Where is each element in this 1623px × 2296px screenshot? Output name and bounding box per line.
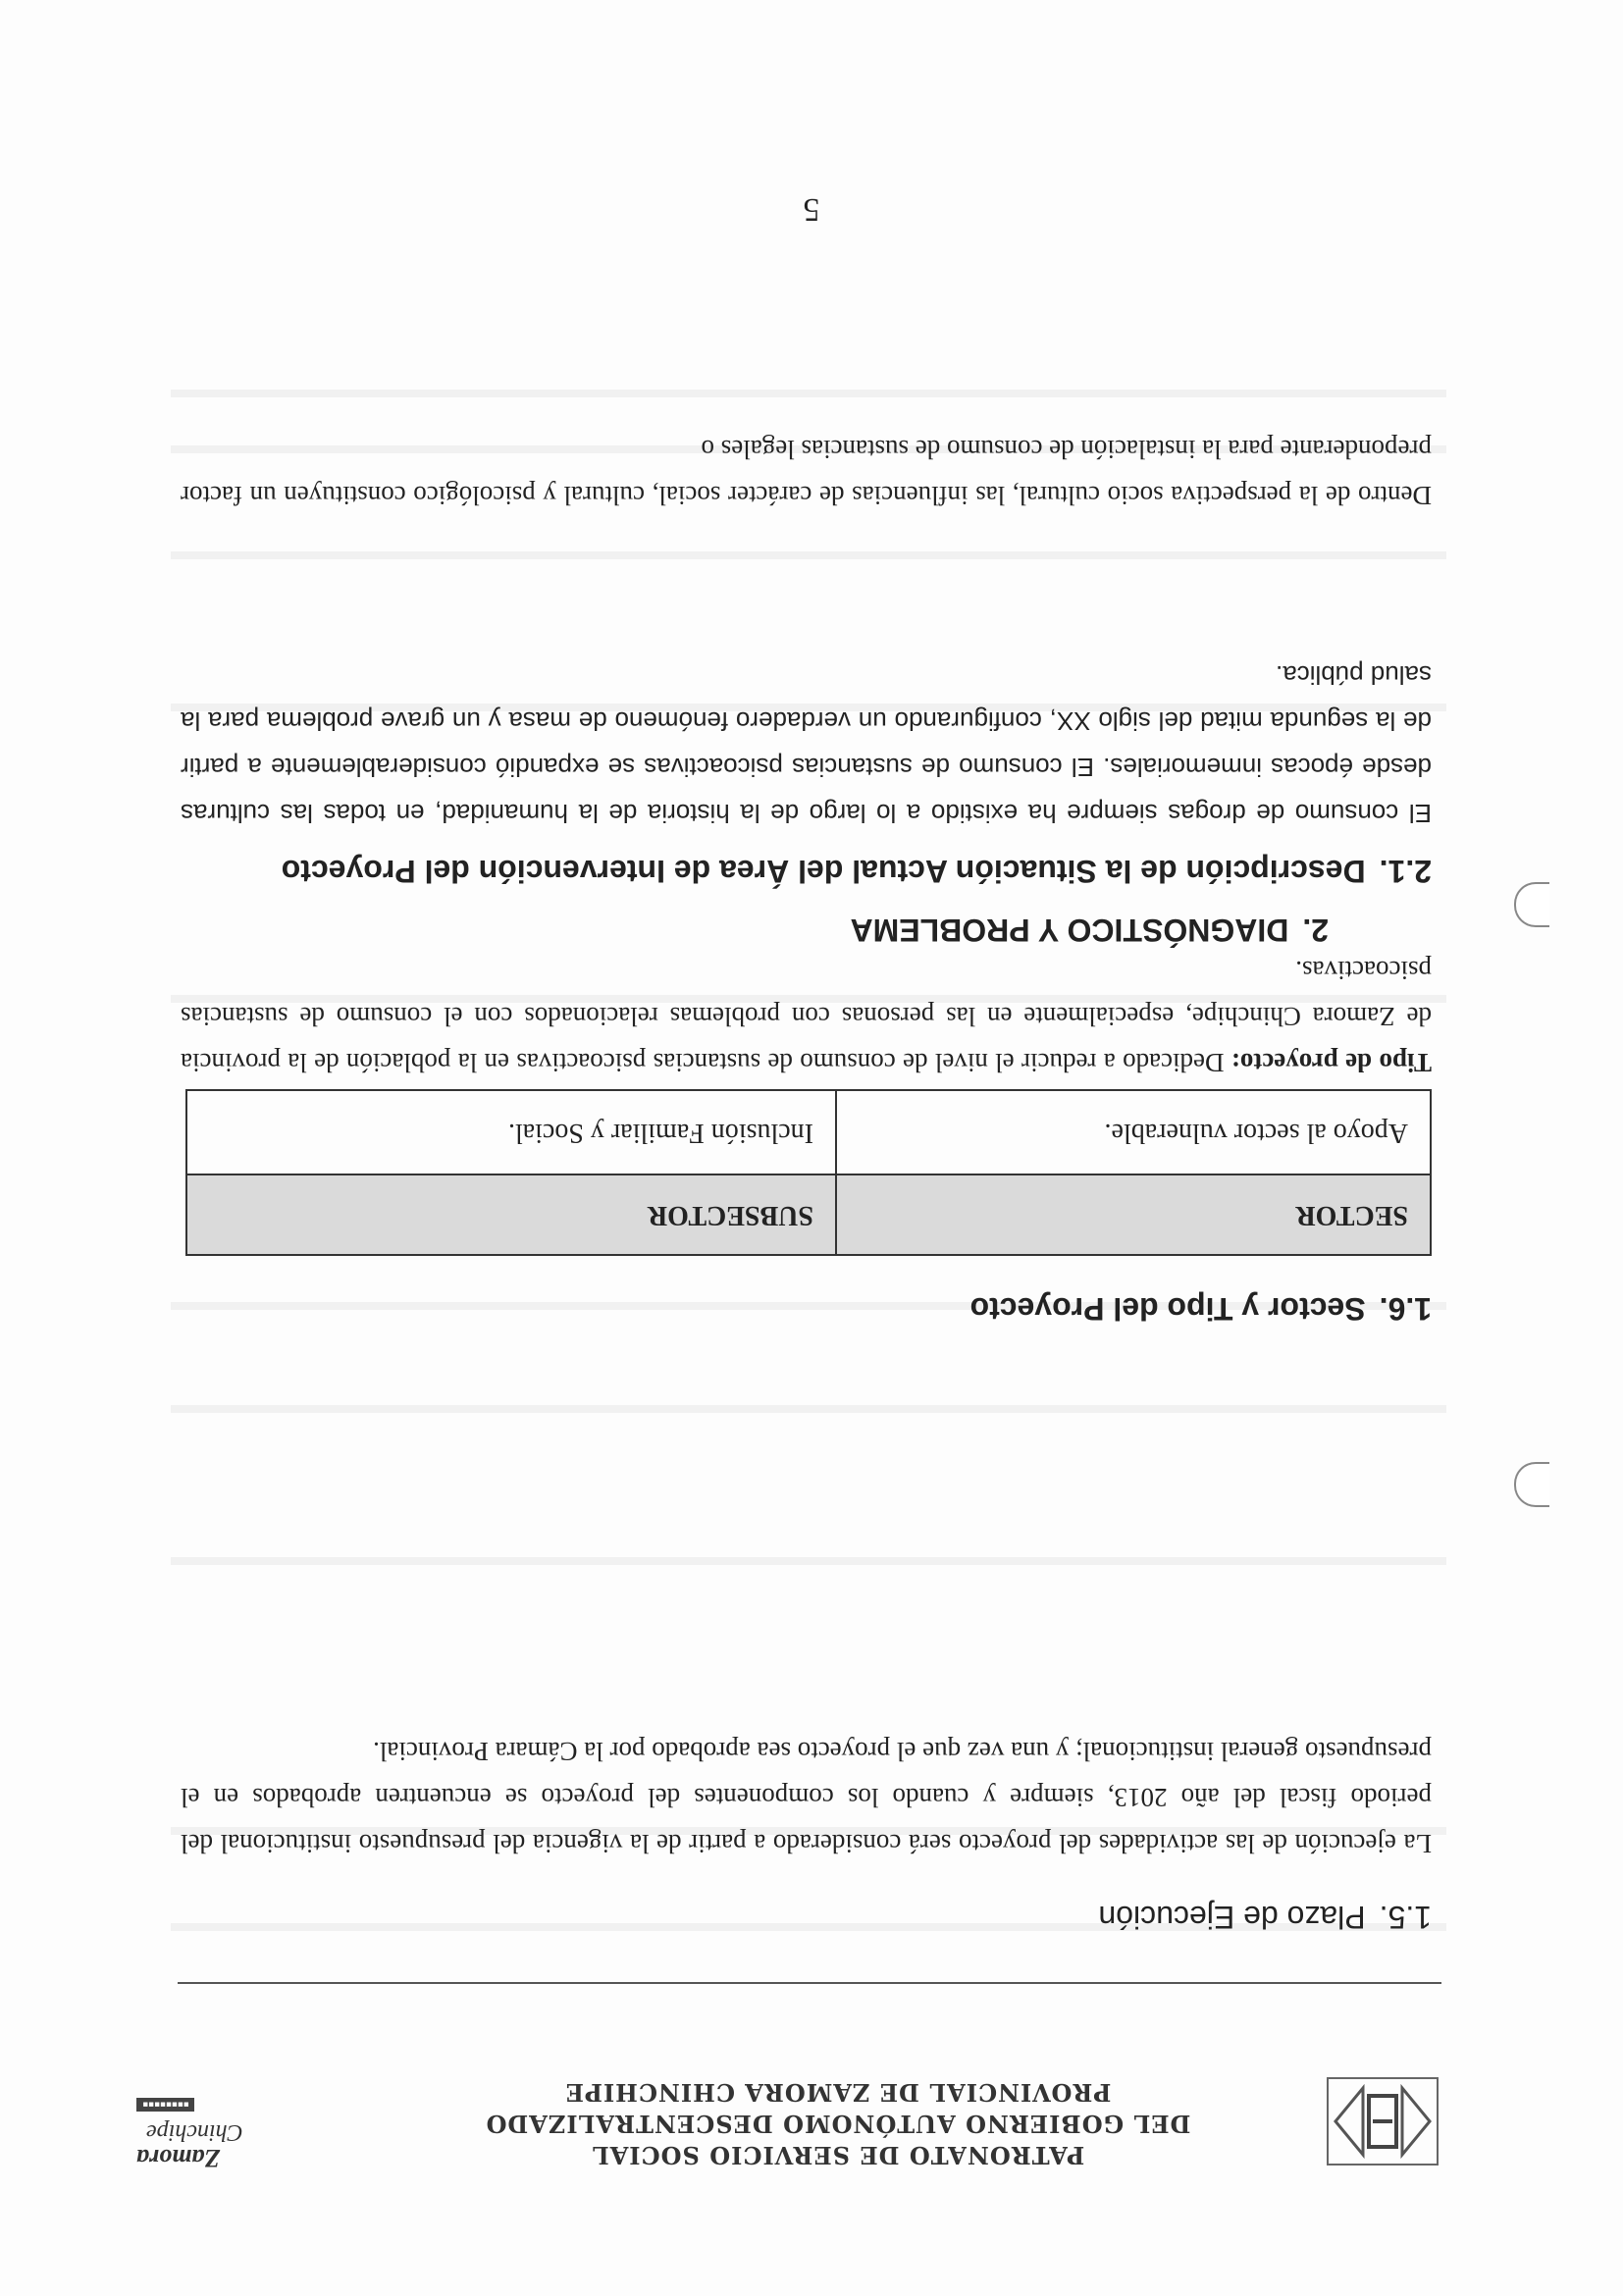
section-2-1-title: Descripción de la Situación Actual del Área de Intervención del Proyecto bbox=[281, 854, 1366, 889]
page-number: 5 bbox=[803, 191, 820, 228]
binder-hole-mark bbox=[1514, 882, 1549, 927]
section-2-1-heading bbox=[282, 853, 1432, 889]
tipo-proyecto-text: Dedicado a reducir el nivel de consumo de sustancias psicoactivas en la población de la provincia de Zamora Chinchipe, especialmente en las personas con problemas relacionados con el consumo de sustancias psicoactivas. bbox=[181, 956, 1432, 1077]
brand-tag-mark: ■■■■■■■■ bbox=[136, 2098, 195, 2112]
brand-line-2: Chinchipe bbox=[146, 2119, 243, 2145]
binder-hole-mark bbox=[1514, 1462, 1549, 1507]
section-1-5-text: La ejecución de las actividades del proyecto será considerado a partir de la vigencia del presupuesto institucional del periodo fiscal del año 2013, siempre y cuando los componentes del proyecto se encuentren aprobados en el presupuesto general institucional; y una vez que el proyecto sea aprobado por la Cámara Provincial. bbox=[181, 1737, 1432, 1858]
org-line-2: DEL GOBIERNO AUTÓNOMO DESCENTRALIZADO bbox=[485, 2110, 1191, 2138]
section-1-5-heading bbox=[1098, 1899, 1432, 1935]
section-1-6-number: 1.6. bbox=[1379, 1291, 1432, 1327]
section-1-6-heading bbox=[970, 1290, 1432, 1327]
tipo-proyecto-paragraph bbox=[181, 947, 1432, 1085]
org-line-3: PROVINCIAL DE ZAMORA CHINCHIPE bbox=[564, 2078, 1112, 2107]
section-2-1-paragraph-1: El consumo de drogas siempre ha existido a lo largo de la historia de la humanidad, en todas las culturas desde épocas inmemoriales. El consumo de sustancias psicoactivas se expandió considerablemente a partir de la segunda mitad del siglo XX, configurando un verdadero fenómeno de masa y un grave problema para la salud pública. bbox=[181, 660, 1432, 828]
sector-cell: Apoyo al sector vulnerable. bbox=[836, 1090, 1431, 1174]
subsector-cell: Inclusión Familiar y Social. bbox=[186, 1090, 836, 1174]
tipo-proyecto-label: Tipo de proyecto: bbox=[1230, 1048, 1432, 1077]
subsector-header: SUBSECTOR bbox=[186, 1174, 836, 1255]
table-row bbox=[186, 1090, 1431, 1174]
header-divider bbox=[178, 1982, 1441, 1984]
section-2-number: 2. bbox=[1302, 913, 1329, 948]
section-1-5-number: 1.5. bbox=[1379, 1900, 1432, 1935]
organization-name bbox=[382, 2076, 1294, 2170]
patronato-emblem-icon bbox=[1324, 2074, 1441, 2168]
section-2-title: DIAGNÓSTICO Y PROBLEMA bbox=[850, 913, 1289, 948]
section-1-6-title: Sector y Tipo del Proyecto bbox=[969, 1291, 1366, 1327]
brand-line-1: Zamora bbox=[136, 2144, 221, 2172]
zamora-chinchipe-logo bbox=[136, 2072, 323, 2170]
letterhead bbox=[136, 2065, 1441, 2178]
section-2-1-number: 2.1. bbox=[1379, 854, 1432, 889]
section-2-heading bbox=[850, 912, 1329, 948]
org-line-1: PATRONATO DE SERVICIO SOCIAL bbox=[591, 2141, 1085, 2169]
table-header-row bbox=[186, 1174, 1431, 1255]
sector-header: SECTOR bbox=[836, 1174, 1431, 1255]
section-1-5-title: Plazo de Ejecución bbox=[1098, 1900, 1366, 1935]
sector-table bbox=[185, 1089, 1432, 1256]
section-2-1-paragraph-2: Dentro de la perspectiva socio cultural, las influencias de carácter social, cultural y psicológico constituyen un factor preponderante para la instalación de consumo de sustancias legales o bbox=[181, 435, 1432, 510]
